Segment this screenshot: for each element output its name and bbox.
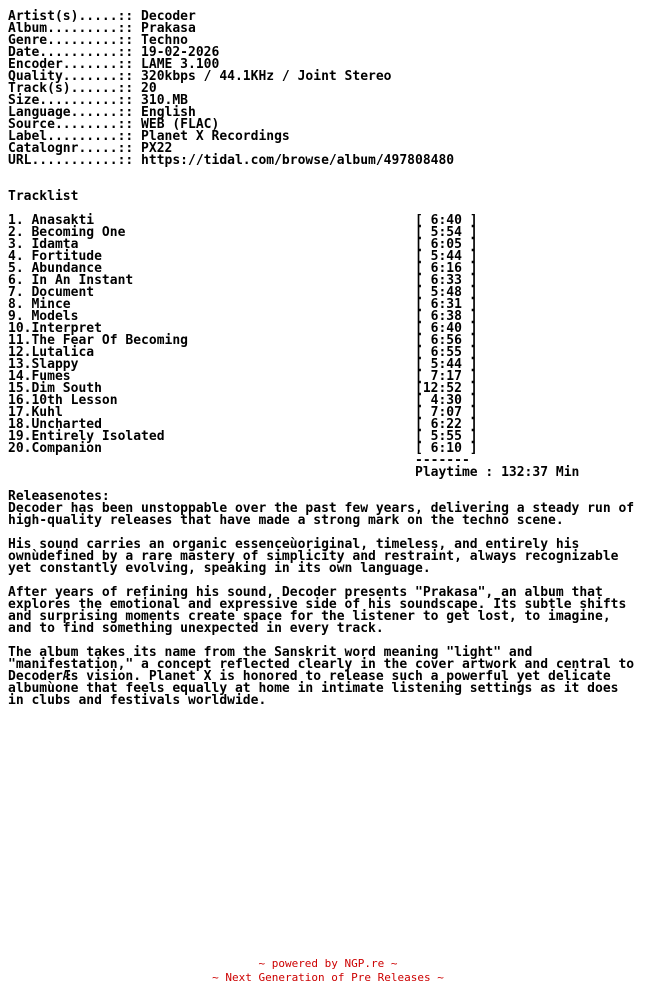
footer-powered-by: ~ powered by NGP.re ~ (258, 957, 398, 970)
footer (0, 957, 656, 985)
nfo-text: Artist(s).....:: Decoder Album.........:: Prakasa Genre.........:: Techno Date..........:: 19-02-2026 Encoder.......:: LAME 3.100 Quality.......:: 320kbps / 44.1KHz / Joint Stereo Track(s)......:: 20 Size..........:: 310.MB Language......:: English Source........:: WEB (FLAC) Label.........:: Planet X Recordings Catalognr.....:: PX22 URL...........:: https://tidal.com/browse/album/497808480 Tracklist 1. Anasakti [ 6:40 ] 2. Becoming One [ 5:54 ] 3. Idamta [ 6:05 ] 4. Fortitude [ 5:44 ] 5. Abundance [ 6:16 ] 6. In An Instant [ 6:33 ] 7. Document [ 5:48 ] 8. Mince [ 6:31 ] 9. Models [ 6:38 ] 10.Interpret [ 6:40 ] 11.The Fear Of Becoming [ 6:56 ] 12.Lutalica [ 6:55 ] 13.Slappy [ 5:44 ] 14.Fumes [ 7:17 ] 15.Dim South [12:52 ] 16.10th Lesson [ 4:30 ] 17.Kuhl [ 7:07 ] 18.Uncharted [ 6:22 ] 19.Entirely Isolated [ 5:55 ] 20.Companion [ 6:10 ] ------- Playtime : 132:37 Min Releasenotes: Decoder has been unstoppable over the past few years, delivering a steady run of high-quality releases that have made a strong mark on the techno scene. His sound carries an organic essenceùoriginal, timeless, and entirely his ownùdefined by a rare mastery of simplicity and restraint, always recognizable yet constantly evolving, speaking in its own language. After years of refining his sound, Decoder presents "Prakasa", an album that explores the emotional and expressive side of his soundscape. Its subtle shifts and surprising moments create space for the listener to get lost, to imagine, and to find something unexpected in every track. The album takes its name from the Sanskrit word meaning "light" and "manifestation," a concept reflected clearly in the cover artwork and central to DecoderÆs vision. Planet X is honored to release such a powerful yet delicate albumùone that feels equally at home in intimate listening settings as it does in clubs and festivals worldwide. (8, 9, 635, 708)
footer-tagline: ~ Next Generation of Pre Releases ~ (212, 971, 444, 984)
